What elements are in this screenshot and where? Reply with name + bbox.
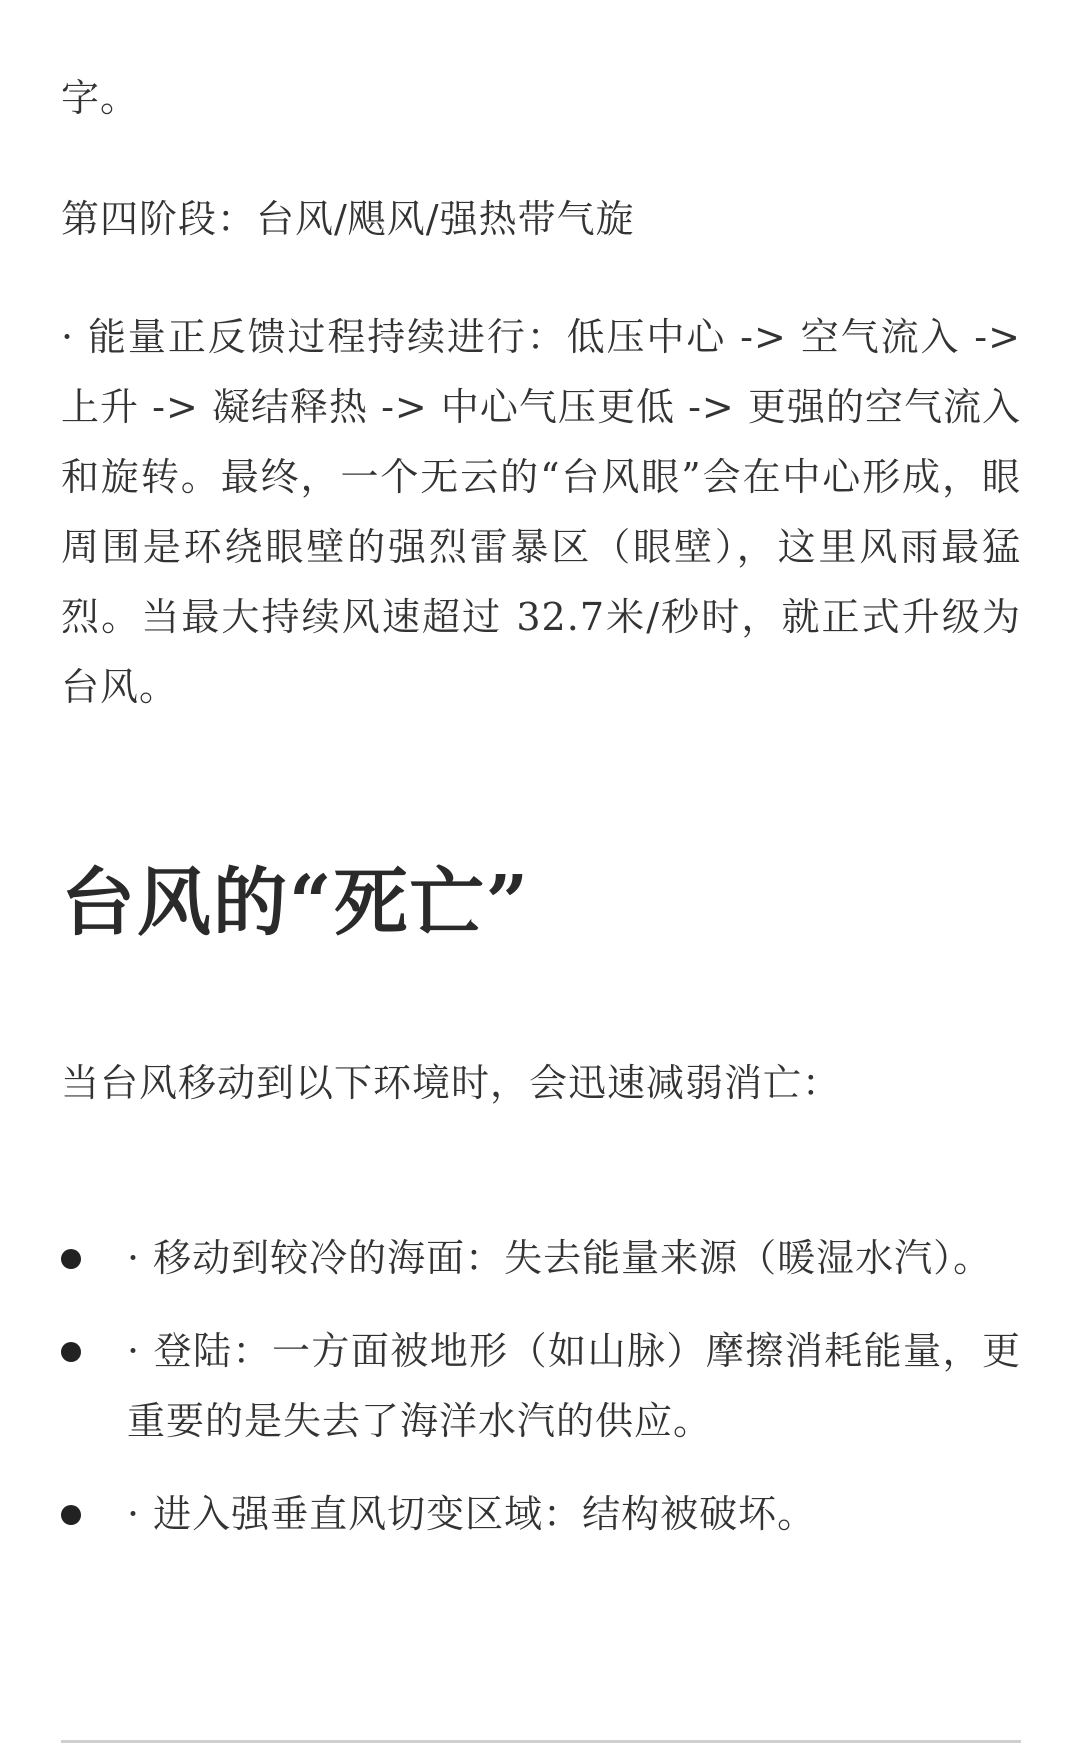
bullet-icon bbox=[61, 1342, 81, 1362]
list-item-text: · 移动到较冷的海面：失去能量来源（暖湿水汽）。 bbox=[127, 1236, 993, 1280]
continued-paragraph-end: 字。 bbox=[61, 76, 140, 120]
list-item bbox=[61, 1316, 1021, 1456]
list-item-text: · 登陆：一方面被地形（如山脉）摩擦消耗能量，更重要的是失去了海洋水汽的供应。 bbox=[127, 1329, 1021, 1443]
section-heading: 台风的“死亡” bbox=[61, 860, 531, 946]
list-item bbox=[61, 1479, 1021, 1549]
section-divider bbox=[61, 1740, 1021, 1743]
bullet-icon bbox=[61, 1505, 81, 1525]
stage4-title: 第四阶段：台风/飓风/强热带气旋 bbox=[61, 197, 635, 241]
decay-conditions-list bbox=[61, 1223, 1021, 1549]
list-item-text: · 进入强垂直风切变区域：结构被破坏。 bbox=[127, 1492, 817, 1536]
feedback-paragraph: · 能量正反馈过程持续进行：低压中心 -> 空气流入 -> 上升 -> 凝结释热 -> 中心气压更低 -> 更强的空气流入和旋转。最终，一个无云的“台风眼”会在中心形成，眼周围是环绕眼壁的强烈雷暴区（眼壁），这里风雨最猛烈。当最大持续风速超过 32.7米/秒时，就正式升级为台风。 bbox=[61, 315, 1021, 709]
intro-paragraph: 当台风移动到以下环境时，会迅速减弱消亡： bbox=[61, 1061, 842, 1105]
bullet-icon bbox=[61, 1249, 81, 1269]
list-item bbox=[61, 1223, 1021, 1293]
